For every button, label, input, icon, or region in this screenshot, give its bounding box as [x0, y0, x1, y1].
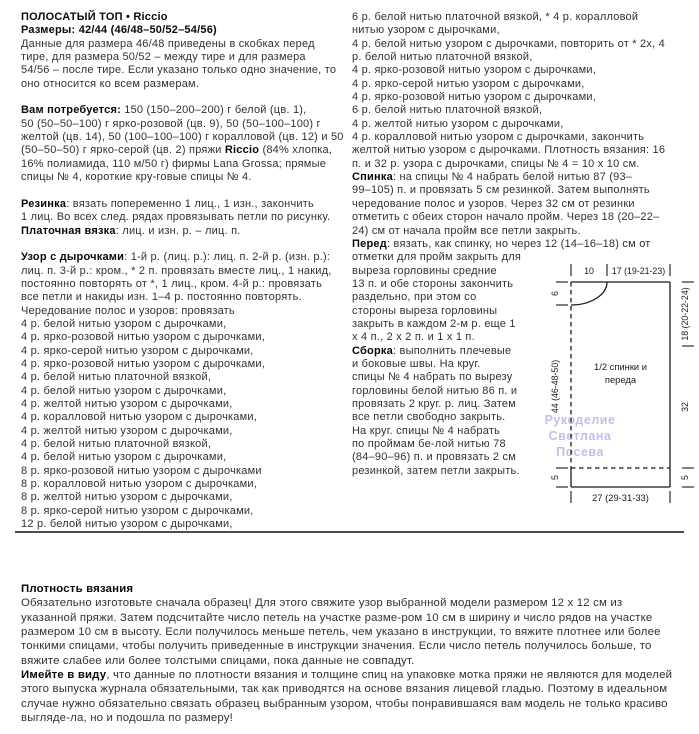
text-line: [21, 582, 697, 596]
text-segment: 6 р. белой нитью платочной вязкой,: [352, 104, 543, 117]
text-segment: 4 р. ярко-розовой нитью узором с дырочками,: [352, 64, 597, 77]
section-divider: [15, 531, 684, 533]
text-segment: 4 р. желтой нитью узором с дырочками,: [21, 424, 233, 437]
bold-text-segment: Узор с дырочками: [21, 251, 125, 264]
text-line: [21, 78, 351, 91]
watermark-line: Посева: [556, 444, 604, 459]
text-segment: 4 р. ярко-розовой нитью узором с дырочками,: [352, 91, 597, 104]
diagram-label-side-length: 44 (46-48-50): [550, 359, 560, 414]
text-segment: 8 р. ярко-серой нитью узором с дырочками,: [21, 504, 254, 517]
text-line: [352, 78, 699, 91]
text-segment: 4 р. ярко-серой нитью узором с дырочками,: [21, 344, 254, 357]
text-segment: спицы № 4, короткие кру-говые спицы № 4.: [21, 171, 252, 184]
text-line: [352, 11, 699, 24]
text-line: [21, 238, 351, 251]
text-line: [21, 478, 351, 491]
text-line: [21, 38, 351, 51]
watermark-line: Рукоделие: [544, 413, 616, 427]
text-line: [21, 51, 351, 64]
text-line: [352, 225, 699, 238]
bold-text-segment: Вам потребуется:: [21, 104, 121, 117]
text-segment: 4 р. коралловой нитью узором с дырочками, закончить: [352, 131, 645, 144]
text-segment: 8 р. желтой нитью узором с дырочками,: [21, 491, 233, 504]
text-segment: спицы № 4 набрать по вырезу: [352, 371, 513, 384]
text-segment: Данные для размера 46/48 приведены в скобках перед: [21, 37, 315, 50]
text-line: [21, 104, 351, 117]
text-line: [21, 654, 697, 668]
text-segment: 4 р. белой нитью платочной вязкой,: [21, 438, 212, 450]
text-line: [21, 171, 351, 184]
text-line: [352, 171, 699, 184]
text-line: [21, 398, 351, 411]
text-line: [21, 518, 351, 531]
text-line: [21, 305, 351, 318]
text-segment: тире, для размера 50/52 – между тире и для размера: [21, 51, 306, 64]
text-line: [352, 158, 699, 171]
text-line: [352, 184, 699, 197]
text-line: [21, 371, 351, 384]
text-line: [21, 265, 351, 278]
text-segment: вяжите слабее или более толстыми спицами, пока данные не совпадут.: [21, 654, 415, 667]
text-line: [21, 711, 697, 725]
text-segment: случае нужно обязательно связать образец выбранным узором, чтобы понравившаяся вам модель не только красиво: [21, 697, 668, 710]
text-line: [21, 438, 351, 451]
text-line: [21, 131, 351, 144]
text-segment: выгляде-ла, но и подошла по размеру!: [21, 712, 234, 725]
text-line: [21, 682, 697, 696]
text-segment: горловины белой нитью 86 п. и: [352, 384, 518, 397]
text-line: [21, 639, 697, 653]
bold-text-segment: Перед: [352, 237, 387, 250]
diagram-label-rib-right: 5: [680, 475, 690, 480]
bold-text-segment: Плотность вязания: [21, 583, 134, 595]
text-line: [21, 451, 351, 464]
text-line: [21, 91, 351, 104]
text-segment: 4 р. ярко-розовой нитью узором с дырочками,: [21, 357, 266, 370]
bold-text-segment: Резинка: [21, 197, 67, 210]
text-segment: этого выпуска журнала обязательными, так как приводятся на основе вязания лицевой гладью. Поэтому в идеальном: [21, 683, 668, 696]
text-segment: чередование полос и узоров. Через 32 см от резинки: [352, 197, 635, 210]
text-segment: 4 р. желтой нитью узором с дырочками,: [352, 117, 564, 130]
gauge-section: [21, 582, 697, 725]
text-line: [352, 211, 699, 224]
text-segment: провязать 2 круг. р. лиц. Затем: [352, 397, 517, 410]
text-segment: по проймам бе-лой нитью 78: [352, 438, 506, 450]
text-line: [21, 278, 351, 291]
text-segment: (50–50–50) г ярко-серой (цв. 2) пряжи: [21, 144, 225, 157]
text-line: [21, 425, 351, 438]
text-segment: и боковые швы. На круг.: [352, 357, 481, 370]
text-line: [21, 184, 351, 197]
text-segment: : вязать попеременно 1 лиц., 1 изн., закончить: [66, 197, 315, 210]
text-line: [21, 505, 351, 518]
text-segment: 8 р. ярко-розовой нитью узором с дырочками: [21, 464, 262, 477]
diagram-label-neck-depth: 6: [550, 291, 560, 296]
diagram-label-armhole-height: 18 (20-22-24): [680, 287, 690, 341]
text-segment: 4 р. белой нитью платочной вязкой,: [21, 371, 212, 384]
text-line: [21, 697, 697, 711]
text-line: [21, 158, 351, 171]
text-line: [21, 668, 697, 682]
text-segment: 4 р. желтой нитью узором с дырочками,: [21, 397, 233, 410]
text-segment: 4 р. белой нитью узором с дырочками, повторить от * 2x, 4: [352, 37, 665, 50]
left-column: [21, 11, 351, 531]
text-segment: 50 (50–50–100) г ярко-розовой (цв. 9), 50 (50–100–100) г: [21, 117, 321, 130]
text-line: [352, 144, 699, 157]
text-line: [352, 51, 699, 64]
text-segment: 4 р. коралловой нитью узором с дырочками,: [21, 411, 258, 424]
text-segment: 8 р. коралловой нитью узором с дырочками,: [21, 478, 258, 491]
text-line: [21, 331, 351, 344]
text-line: [21, 291, 351, 304]
text-segment: 6 р. белой нитью платочной вязкой, * 4 р. коралловой: [352, 11, 639, 23]
text-line: [21, 11, 351, 24]
text-line: [21, 465, 351, 478]
text-segment: 4 р. белой нитью узором с дырочками,: [21, 384, 227, 397]
text-segment: 54/56 – после тире. Если указано только одно значение, то: [21, 64, 337, 77]
text-segment: выреза горловины средние: [352, 264, 497, 277]
text-line: [21, 596, 697, 610]
diagram-piece-label: переда: [604, 374, 637, 385]
text-segment: : выполнить плечевые: [392, 344, 512, 357]
text-line: [21, 625, 697, 639]
bold-text-segment: Riccio: [224, 144, 260, 157]
bold-text-segment: Платочная вязка: [21, 224, 116, 237]
diagram-label-rib-left: 5: [550, 475, 560, 480]
text-segment: (84–90–96) п. и провязать 2 см: [352, 451, 517, 464]
text-segment: оно относится ко всем размерам.: [21, 77, 200, 90]
text-segment: : лиц. и изн. р. – лиц. п.: [115, 224, 241, 237]
diagram-piece-label: 1/2 спинки и: [594, 361, 647, 372]
text-segment: нитью узором с дырочками,: [352, 24, 500, 37]
text-line: [21, 198, 351, 211]
text-line: [352, 38, 699, 51]
text-segment: 4 р. белой нитью узором с дырочками,: [21, 317, 227, 330]
text-segment: раздельно, при этом со: [352, 291, 477, 304]
text-segment: п. и 32 р. узора с дырочками, спицы № 4 = 10 x 10 см.: [352, 157, 640, 170]
text-line: [21, 225, 351, 238]
text-segment: стороны выреза горловины: [352, 304, 498, 317]
text-segment: Чередование полос и узоров: провязать: [21, 304, 235, 317]
bold-text-segment: Спинка: [352, 171, 393, 184]
text-line: [352, 104, 699, 117]
text-segment: 16% полиамида, 110 м/50 г) фирмы Lana Grossa; прямые: [21, 157, 327, 170]
text-segment: x 4 п., 2 x 2 п. и 1 x 1 п.: [352, 331, 475, 344]
text-segment: 4 р. ярко-розовой нитью узором с дырочками,: [21, 331, 266, 344]
text-segment: 4 р. ярко-серой нитью узором с дырочками,: [352, 77, 585, 90]
diagram-label-shoulder-width: 17 (19-21-23): [611, 266, 666, 276]
text-segment: 4 р. белой нитью узором с дырочками,: [21, 451, 227, 464]
text-segment: Обязательно изготовьте сначала образец! Для этого свяжите узор выбранной модели размером 12 x 12 см из: [21, 597, 623, 610]
text-line: [21, 24, 351, 37]
text-line: [21, 211, 351, 224]
text-line: [352, 24, 699, 37]
text-line: [21, 118, 351, 131]
bold-text-segment: Размеры: 42/44 (46/48–50/52–54/56): [21, 24, 217, 37]
text-line: [352, 118, 699, 131]
text-segment: все петли свободно закрыть.: [352, 411, 506, 424]
text-segment: 1 лиц. Во всех след. рядах провязывать петли по рисунку.: [21, 211, 331, 224]
text-segment: размером 10 см в высоту. Если получилось меньше петель, чем указано в инструкции, то вяжите плотнее или более: [21, 626, 661, 639]
text-line: [21, 611, 697, 625]
text-segment: : на спицы № 4 набрать белой нитью 87 (93–: [392, 171, 633, 184]
text-segment: отметки для пройм закрыть для: [352, 251, 522, 264]
text-segment: закрыть в каждом 2-м р. еще 1: [352, 317, 516, 330]
text-line: [21, 318, 351, 331]
text-line: [21, 144, 351, 157]
text-segment: 13 п. и обе стороны закончить: [352, 277, 514, 290]
text-segment: р. белой нитью платочной вязкой,: [352, 51, 533, 64]
text-segment: все петли и накиды изн. 1–4 р. постоянно повторять.: [21, 291, 302, 304]
text-segment: На круг. спицы № 4 набрать: [352, 424, 501, 437]
diagram-label-body-height: 32: [680, 402, 690, 412]
watermark-line: Светлана: [548, 428, 612, 443]
diagram-label-bottom-width: 27 (29-31-33): [592, 492, 649, 503]
text-segment: желтой (цв. 14), 50 (100–100–100) г коралловой (цв. 12) и 50: [21, 131, 344, 144]
text-line: [352, 64, 699, 77]
bold-text-segment: ПОЛОСАТЫЙ ТОП • Riccio: [21, 11, 168, 23]
text-segment: 150 (150–200–200) г белой (цв. 1),: [120, 104, 307, 117]
text-segment: отметить с обеих сторон начало пройм. Через 18 (20–22–: [352, 211, 660, 224]
text-line: [21, 411, 351, 424]
text-line: [352, 131, 699, 144]
text-line: [352, 91, 699, 104]
text-line: [21, 385, 351, 398]
text-line: [352, 198, 699, 211]
diagram-neckline-curve: [571, 282, 607, 305]
text-segment: : 1-й р. (лиц. р.): лиц. п. 2-й р. (изн. р.):: [124, 251, 331, 264]
text-segment: , что данные по плотности вязания и толщине спиц на упаковке мотка пряжи не являются для моделей: [106, 669, 673, 682]
text-segment: указанной пряжи. Затем подсчитайте число петель на участке разме-ром 10 см в ширину и число рядов на участке: [21, 611, 653, 624]
text-line: [21, 358, 351, 371]
text-line: [352, 238, 699, 251]
text-segment: тонкими спицами, чтобы получить приведенные в инструкции значения. Если число петель получилось больше, то: [21, 640, 652, 653]
bold-text-segment: Имейте в виду: [21, 669, 107, 682]
schematic-svg: [545, 258, 699, 508]
text-segment: (84% хлопка,: [259, 144, 333, 157]
text-segment: желтой нитью узором с дырочками. Плотность вязания: 16: [352, 144, 666, 157]
text-segment: резинкой, затем петли закрыть.: [352, 464, 520, 477]
schematic-diagram: [545, 258, 699, 508]
text-segment: 99–105) п. и провязать 5 см резинкой. Затем выполнять: [352, 184, 650, 197]
text-line: [21, 345, 351, 358]
text-line: [21, 491, 351, 504]
text-segment: постоянно повторять от *, 1 лиц., кром. 4-й р.: провязать: [21, 277, 323, 290]
text-line: [21, 251, 351, 264]
text-segment: : вязать, как спинку, но через 12 (14–16–18) см от: [386, 237, 651, 250]
text-line: [21, 64, 351, 77]
text-segment: лиц. п. 3-й р.: кром., * 2 п. провязать вместе лиц., 1 накид,: [21, 264, 332, 277]
text-segment: 12 р. белой нитью узором с дырочками,: [21, 518, 233, 531]
bold-text-segment: Сборка: [352, 344, 393, 357]
diagram-label-back-neck-width: 10: [584, 266, 594, 276]
text-segment: 24) см от начала пройм все петли закрыть.: [352, 224, 581, 237]
